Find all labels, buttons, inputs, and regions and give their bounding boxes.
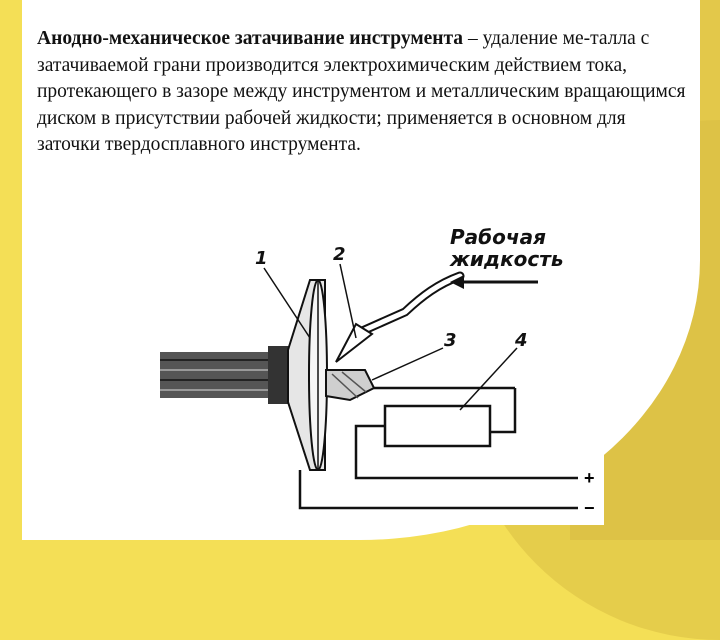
sharpening-diagram (160, 220, 604, 525)
callout-4: 4 (515, 330, 528, 351)
callout-3: 3 (444, 330, 457, 351)
power-unit (300, 388, 595, 518)
callout-1: 1 (255, 248, 268, 269)
slide-paragraph (37, 26, 687, 159)
rotating-disc (288, 280, 327, 470)
cutting-tool (326, 370, 515, 400)
callout-2: 2 (333, 244, 346, 265)
fluid-label-line1: Рабочая (450, 225, 546, 249)
shaft (160, 346, 290, 404)
terminal-minus: − (584, 498, 595, 518)
slide-term: Анодно-механическое затачивание инструмента (37, 28, 464, 49)
fluid-arrow (450, 275, 538, 289)
fluid-label-line2: жидкость (450, 247, 564, 271)
terminal-plus: + (584, 468, 595, 488)
slide-definition: – удаление ме-талла с затачиваемой грани производится электрохимическим действием тока, протекающего в зазоре между инструментом и металлическим вращающимся диском в присутствии рабочей жидкости; применяется в основном для заточки твердосплавного инструмента. (37, 28, 686, 155)
